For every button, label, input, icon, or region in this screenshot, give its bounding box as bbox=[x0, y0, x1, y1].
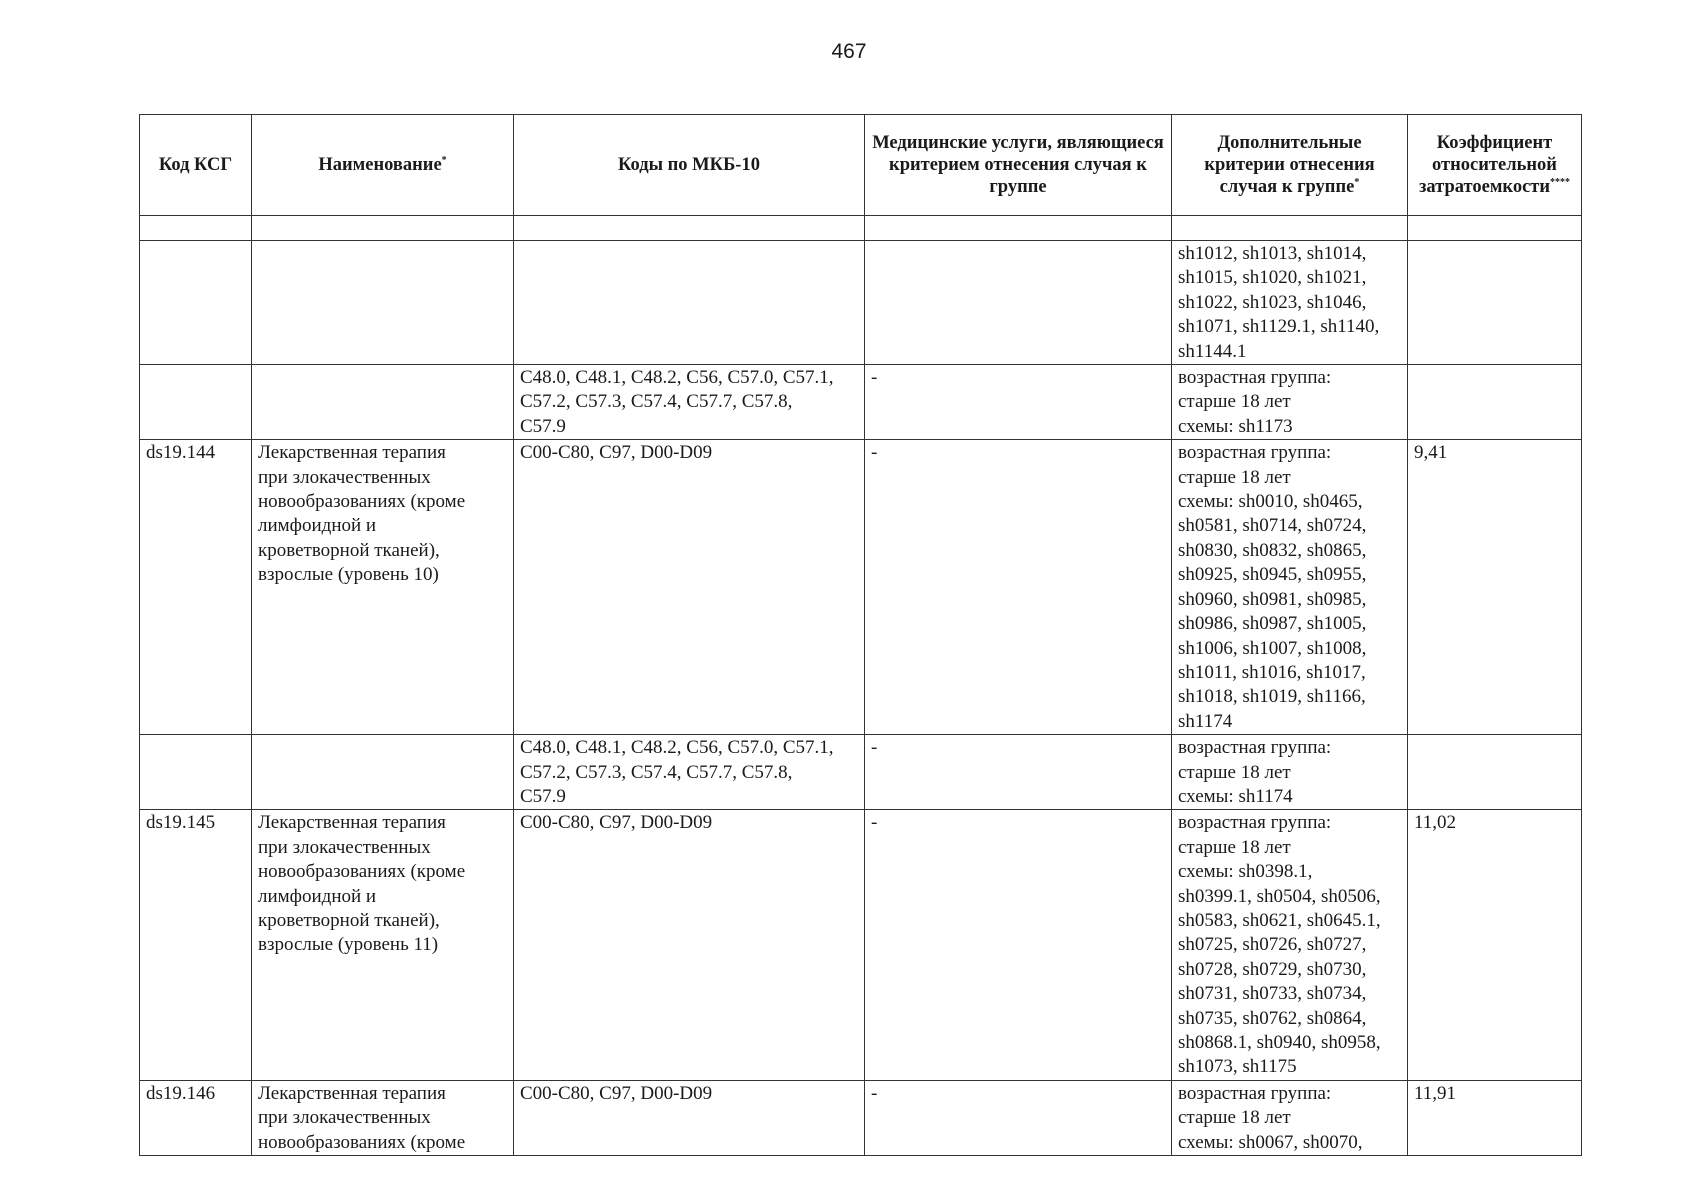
cell-line: возрастная группа: bbox=[1178, 367, 1332, 389]
name-cell bbox=[252, 1080, 514, 1155]
cost-coefficient-cell bbox=[1408, 735, 1582, 810]
cell-line: sh0986, sh0987, sh1005, bbox=[1178, 613, 1367, 635]
cost-coefficient-cell bbox=[1408, 241, 1582, 365]
cell-line: sh0830, sh0832, sh0865, bbox=[1178, 539, 1367, 561]
spacer-cell bbox=[140, 216, 252, 241]
cell-line: sh0731, sh0733, sh0734, bbox=[1178, 983, 1367, 1005]
cell-line: кроветворной тканей), bbox=[258, 539, 440, 561]
cell-line: sh0583, sh0621, sh0645.1, bbox=[1178, 909, 1381, 931]
cell-line: sh0925, sh0945, sh0955, bbox=[1178, 564, 1367, 586]
cell-line: sh0735, sh0762, sh0864, bbox=[1178, 1007, 1367, 1029]
medical-services-cell bbox=[865, 241, 1172, 365]
cell-line: C48.0, C48.1, C48.2, C56, C57.0, C57.1, bbox=[520, 367, 834, 389]
header-name: Наименование* bbox=[252, 115, 514, 216]
cell-line: новообразованиях (кроме bbox=[258, 491, 466, 513]
cell-line: Лекарственная терапия bbox=[258, 442, 446, 464]
spacer-cell bbox=[514, 216, 865, 241]
cell-line: ds19.144 bbox=[146, 442, 216, 464]
cell-line: sh1011, sh1016, sh1017, bbox=[1178, 661, 1366, 683]
ksg-code-cell bbox=[140, 365, 252, 440]
name-cell bbox=[252, 440, 514, 735]
table-row bbox=[140, 440, 1582, 735]
header-row bbox=[140, 115, 1582, 216]
icd-codes-cell bbox=[514, 365, 865, 440]
cell-line: старше 18 лет bbox=[1178, 836, 1291, 858]
cell-line: C57.2, C57.3, C57.4, C57.7, C57.8, bbox=[520, 391, 793, 413]
cell-line: C00-C80, C97, D00-D09 bbox=[520, 442, 713, 464]
cell-line: C57.2, C57.3, C57.4, C57.7, C57.8, bbox=[520, 761, 793, 783]
medical-services-cell: - bbox=[865, 735, 1172, 810]
name-cell bbox=[252, 241, 514, 365]
spacer-cell bbox=[1408, 216, 1582, 241]
cell-line: sh0399.1, sh0504, sh0506, bbox=[1178, 885, 1381, 907]
table-row bbox=[140, 1080, 1582, 1155]
cell-line: схемы: sh1173 bbox=[1178, 415, 1293, 437]
additional-criteria-cell bbox=[1172, 440, 1408, 735]
additional-criteria-cell bbox=[1172, 735, 1408, 810]
cell-line: возрастная группа: bbox=[1178, 1082, 1332, 1104]
medical-services-cell: - bbox=[865, 1080, 1172, 1155]
ksg-code-cell bbox=[140, 810, 252, 1080]
cell-line: sh1073, sh1175 bbox=[1178, 1056, 1297, 1078]
cell-line: C48.0, C48.1, C48.2, C56, C57.0, C57.1, bbox=[520, 737, 834, 759]
name-cell bbox=[252, 735, 514, 810]
name-cell bbox=[252, 810, 514, 1080]
cell-line: при злокачественных bbox=[258, 1107, 431, 1129]
spacer-cell bbox=[865, 216, 1172, 241]
table-row bbox=[140, 241, 1582, 365]
cell-line: новообразованиях (кроме bbox=[258, 1131, 466, 1153]
cost-coefficient-cell: 11,91 bbox=[1408, 1080, 1582, 1155]
table-row bbox=[140, 365, 1582, 440]
table-row bbox=[140, 735, 1582, 810]
cell-line: при злокачественных bbox=[258, 836, 431, 858]
cell-line: старше 18 лет bbox=[1178, 466, 1291, 488]
icd-codes-cell bbox=[514, 440, 865, 735]
header-additional-criteria: Дополнительные критерии отнесения случая к группе* bbox=[1172, 115, 1408, 216]
cost-coefficient-cell: 11,02 bbox=[1408, 810, 1582, 1080]
icd-codes-cell bbox=[514, 1080, 865, 1155]
cell-line: новообразованиях (кроме bbox=[258, 861, 466, 883]
additional-criteria-cell bbox=[1172, 1080, 1408, 1155]
spacer-row bbox=[140, 216, 1582, 241]
cell-line: sh1174 bbox=[1178, 710, 1233, 732]
spacer-cell bbox=[252, 216, 514, 241]
table-body bbox=[140, 216, 1582, 1156]
cell-line: sh0868.1, sh0940, sh0958, bbox=[1178, 1032, 1381, 1053]
page-number: 467 bbox=[831, 40, 867, 63]
cell-line: sh1071, sh1129.1, sh1140, bbox=[1178, 316, 1380, 338]
cell-line: возрастная группа: bbox=[1178, 812, 1332, 834]
cell-line: sh0728, sh0729, sh0730, bbox=[1178, 958, 1367, 980]
cell-line: Лекарственная терапия bbox=[258, 1082, 446, 1104]
cell-line: схемы: sh0398.1, bbox=[1178, 861, 1313, 883]
spacer-cell bbox=[1172, 216, 1408, 241]
cell-line: ds19.146 bbox=[146, 1082, 216, 1104]
cell-line: схемы: sh0067, sh0070, bbox=[1178, 1131, 1363, 1153]
cell-line: sh0581, sh0714, sh0724, bbox=[1178, 515, 1367, 537]
name-cell bbox=[252, 365, 514, 440]
ksg-code-cell bbox=[140, 440, 252, 735]
cell-line: ds19.145 bbox=[146, 812, 216, 834]
cell-line: старше 18 лет bbox=[1178, 1107, 1291, 1129]
icd-codes-cell bbox=[514, 241, 865, 365]
table-row bbox=[140, 810, 1582, 1080]
cost-coefficient-cell: 9,41 bbox=[1408, 440, 1582, 735]
header-cost-coefficient: Коэффициент относительной затратоемкости**** bbox=[1408, 115, 1582, 216]
medical-services-cell: - bbox=[865, 810, 1172, 1080]
cell-line: sh1018, sh1019, sh1166, bbox=[1178, 686, 1366, 708]
cell-line: возрастная группа: bbox=[1178, 737, 1332, 759]
icd-codes-cell bbox=[514, 735, 865, 810]
ksg-code-cell bbox=[140, 735, 252, 810]
cost-coefficient-cell bbox=[1408, 365, 1582, 440]
additional-criteria-cell bbox=[1172, 241, 1408, 365]
additional-criteria-cell bbox=[1172, 810, 1408, 1080]
cell-line: возрастная группа: bbox=[1178, 442, 1332, 464]
cell-line: схемы: sh1174 bbox=[1178, 785, 1293, 807]
cell-line: C57.9 bbox=[520, 415, 566, 437]
cell-line: взрослые (уровень 10) bbox=[258, 564, 439, 586]
additional-criteria-cell bbox=[1172, 365, 1408, 440]
ksg-code-cell bbox=[140, 241, 252, 365]
cell-line: sh1012, sh1013, sh1014, bbox=[1178, 243, 1367, 264]
medical-services-cell: - bbox=[865, 440, 1172, 735]
icd-codes-cell bbox=[514, 810, 865, 1080]
cell-line: старше 18 лет bbox=[1178, 761, 1291, 783]
cell-line: sh1144.1 bbox=[1178, 340, 1247, 362]
cell-line: C00-C80, C97, D00-D09 bbox=[520, 1082, 713, 1104]
cell-line: sh1015, sh1020, sh1021, bbox=[1178, 267, 1367, 289]
cell-line: кроветворной тканей), bbox=[258, 909, 440, 931]
cell-line: C00-C80, C97, D00-D09 bbox=[520, 812, 713, 834]
cell-line: sh0960, sh0981, sh0985, bbox=[1178, 588, 1367, 610]
cell-line: схемы: sh0010, sh0465, bbox=[1178, 491, 1363, 513]
cell-line: sh1022, sh1023, sh1046, bbox=[1178, 291, 1367, 313]
cell-line: C57.9 bbox=[520, 785, 566, 807]
header-ksg-code: Код КСГ bbox=[140, 115, 252, 216]
cell-line: лимфоидной и bbox=[258, 885, 377, 907]
cell-line: старше 18 лет bbox=[1178, 391, 1291, 413]
header-medical-services: Медицинские услуги, являющиеся критерием отнесения случая к группе bbox=[865, 115, 1172, 216]
ksg-code-cell bbox=[140, 1080, 252, 1155]
cell-line: взрослые (уровень 11) bbox=[258, 934, 439, 956]
ksg-table bbox=[139, 114, 1582, 1156]
cell-line: sh1006, sh1007, sh1008, bbox=[1178, 637, 1367, 659]
cell-line: лимфоидной и bbox=[258, 515, 377, 537]
cell-line: sh0725, sh0726, sh0727, bbox=[1178, 934, 1367, 956]
medical-services-cell: - bbox=[865, 365, 1172, 440]
header-icd-codes: Коды по МКБ-10 bbox=[514, 115, 865, 216]
cell-line: Лекарственная терапия bbox=[258, 812, 446, 834]
cell-line: при злокачественных bbox=[258, 466, 431, 488]
